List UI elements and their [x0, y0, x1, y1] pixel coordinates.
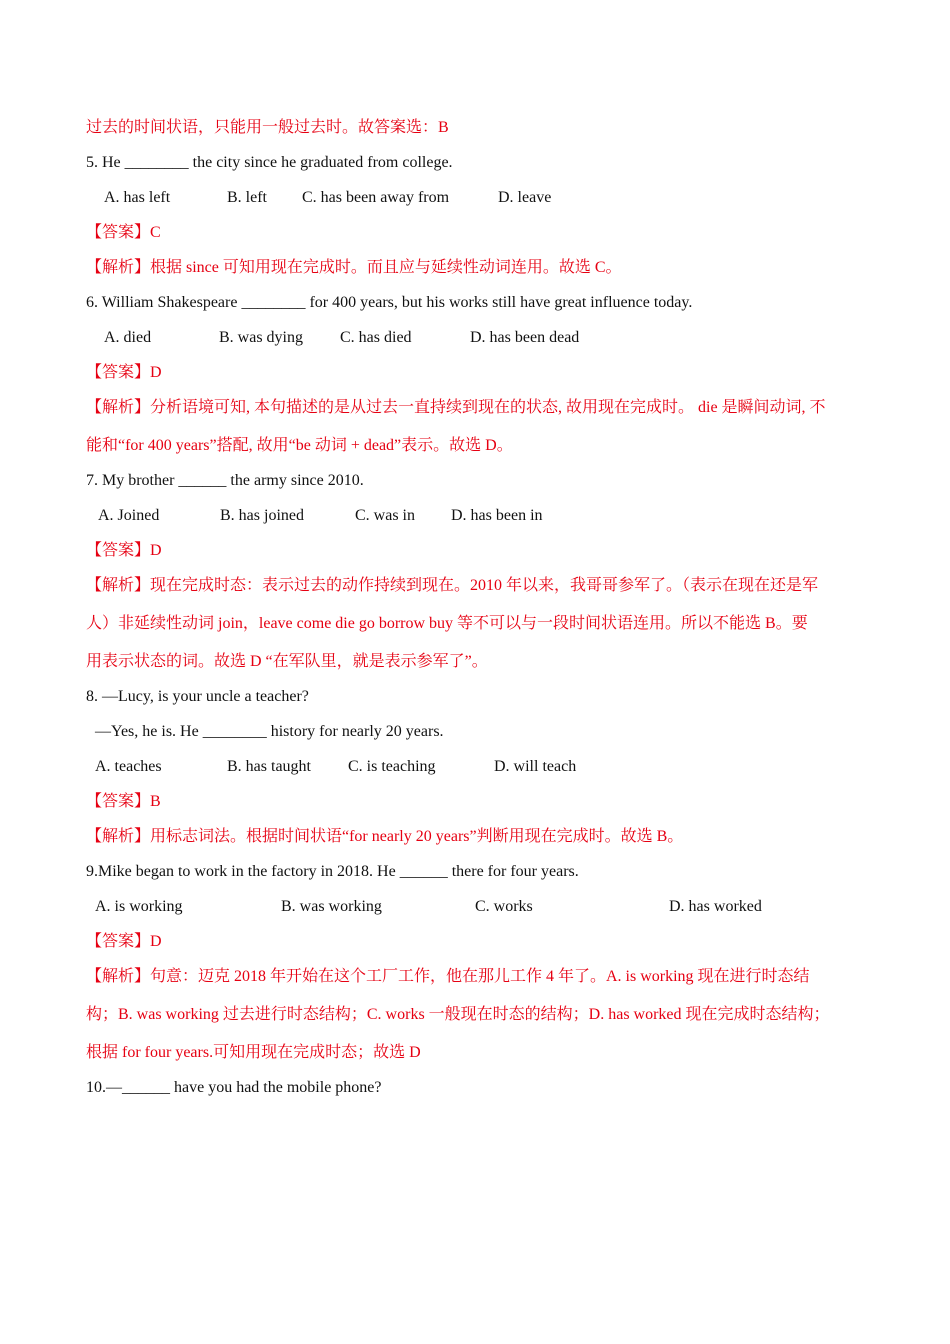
- option-a: A. teaches: [95, 758, 162, 775]
- option-c: C. works: [475, 898, 533, 915]
- answer-8: 【答案】B: [86, 793, 161, 810]
- option-d: D. has been dead: [470, 329, 580, 346]
- question-8: 8. —Lucy, is your uncle a teacher?: [86, 688, 309, 705]
- option-b: B. has taught: [227, 758, 311, 775]
- option-a: A. died: [104, 329, 152, 346]
- question-8-line2: —Yes, he is. He ________ history for nearly 20 years.: [95, 723, 444, 740]
- option-b: B. was dying: [219, 329, 303, 346]
- answer-5: 【答案】C: [86, 224, 161, 241]
- option-d: D. will teach: [494, 758, 577, 775]
- explanation-9-line3: 根据 for four years.可知用现在完成时态；故选 D: [86, 1044, 421, 1061]
- question-6: 6. William Shakespeare ________ for 400 years, but his works still have great influence today.: [86, 294, 693, 311]
- option-c: C. was in: [355, 507, 415, 524]
- option-b: B. has joined: [220, 507, 304, 524]
- explanation-line: 过去的时间状语，只能用一般过去时。故答案选：B: [86, 119, 449, 136]
- question-9: 9.Mike began to work in the factory in 2018. He ______ there for four years.: [86, 863, 579, 880]
- option-d: D. has worked: [669, 898, 762, 915]
- answer-6: 【答案】D: [86, 364, 162, 381]
- explanation-7-line1: 【解析】现在完成时态：表示过去的动作持续到现在。2010 年以来，我哥哥参军了。（表示在现在还是军: [86, 577, 819, 594]
- answer-9: 【答案】D: [86, 933, 162, 950]
- explanation-5: 【解析】根据 since 可知用现在完成时。而且应与延续性动词连用。故选 C。: [86, 259, 622, 276]
- question-7: 7. My brother ______ the army since 2010.: [86, 472, 364, 489]
- explanation-9-line1: 【解析】句意：迈克 2018 年开始在这个工厂工作，他在那儿工作 4 年了。A. is working 现在进行时态结: [86, 968, 810, 985]
- explanation-7-line3: 用表示状态的词。故选 D “在军队里，就是表示参军了”。: [86, 653, 488, 670]
- explanation-9-line2: 构；B. was working 过去进行时态结构；C. works 一般现在时态的结构；D. has worked 现在完成时态结构；: [86, 1006, 830, 1023]
- question-10: 10.—______ have you had the mobile phone?: [86, 1079, 382, 1096]
- option-a: A. is working: [95, 898, 183, 915]
- option-b: B. left: [227, 189, 267, 206]
- option-c: C. is teaching: [348, 758, 436, 775]
- option-a: A. Joined: [98, 507, 160, 524]
- option-c: C. has died: [340, 329, 412, 346]
- answer-7: 【答案】D: [86, 542, 162, 559]
- question-5: 5. He ________ the city since he graduated from college.: [86, 154, 453, 171]
- option-b: B. was working: [281, 898, 382, 915]
- option-a: A. has left: [104, 189, 171, 206]
- option-d: D. has been in: [451, 507, 543, 524]
- option-c: C. has been away from: [302, 189, 450, 206]
- explanation-7-line2: 人）非延续性动词 join，leave come die go borrow buy 等不可以与一段时间状语连用。所以不能选 B。要: [86, 615, 808, 632]
- explanation-6-line1: 【解析】分析语境可知, 本句描述的是从过去一直持续到现在的状态, 故用现在完成时。 die 是瞬间动词, 不: [86, 399, 826, 416]
- option-d: D. leave: [498, 189, 552, 206]
- explanation-6-line2: 能和“for 400 years”搭配, 故用“be 动词 + dead”表示。故选 D。: [86, 437, 513, 454]
- explanation-8: 【解析】用标志词法。根据时间状语“for nearly 20 years”判断用现在完成时。故选 B。: [86, 828, 684, 845]
